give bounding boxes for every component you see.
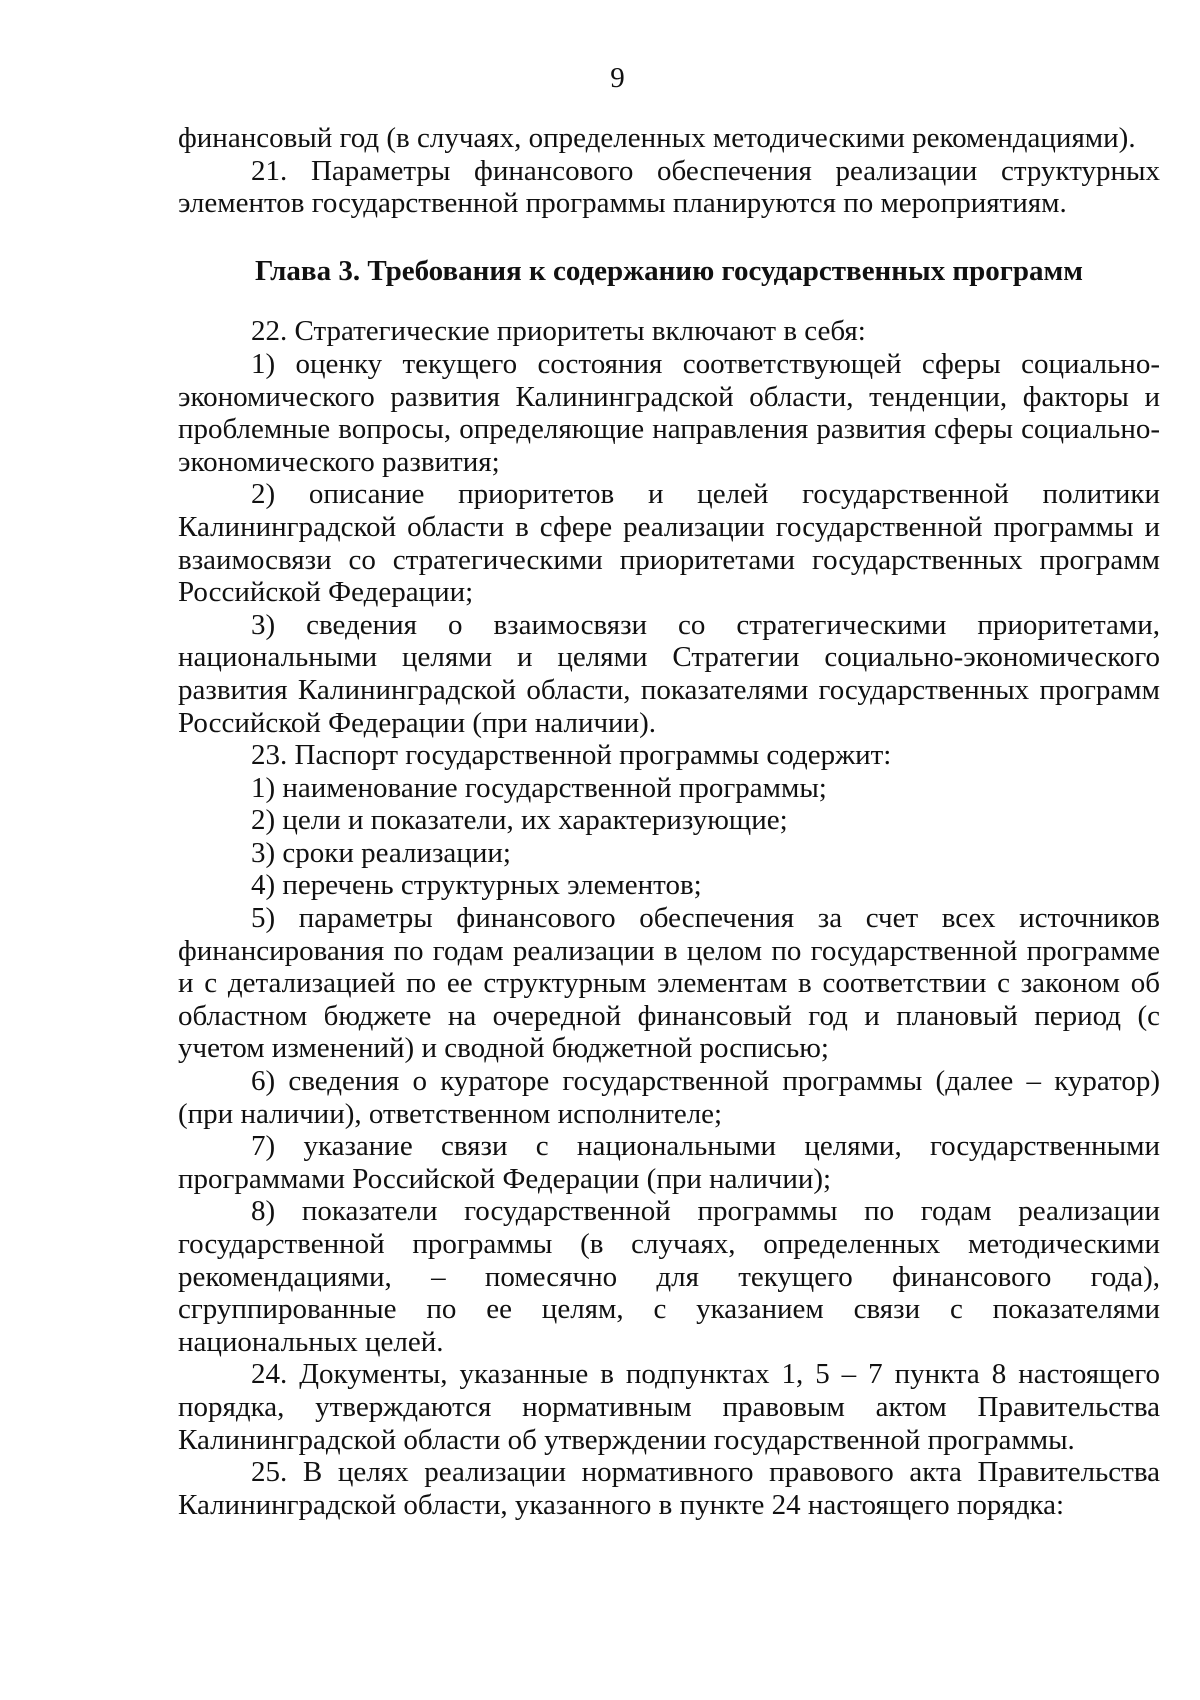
chapter-title: Глава 3. Требования к содержанию государственных программ [254,254,1084,287]
paragraph-23-item-5: 5) параметры финансового обеспечения за счет всех источников финансирования по годам реализации в целом по государственной программе и с детализацией по ее структурным элементам в соответствии с законом об областном бюджете на очередной финансовый год и плановый период (с учетом изменений) и сводной бюджетной росписью; [178,902,1160,1065]
paragraph-23-item-1: 1) наименование государственной программы; [251,771,827,804]
paragraph-23-item-2: 2) цели и показатели, их характеризующие; [251,804,788,837]
paragraph-24: 24. Документы, указанные в подпунктах 1, 5 – 7 пункта 8 настоящего порядка, утверждаются нормативным правовым актом Правительства Калининградской области об утверждении государственной программы. [178,1358,1160,1456]
paragraph-22-item-1: 1) оценку текущего состояния соответствующей сферы социально-экономического развития Калининградской области, тенденции, факторы и проблемные вопросы, определяющие направления развития сферы социально-экономического развития; [178,347,1160,478]
paragraph-23: 23. Паспорт государственной программы содержит: [251,739,892,772]
paragraph-22-item-2: 2) описание приоритетов и целей государственной политики Калининградской области в сфере реализации государственной программы и взаимосвязи со стратегическими приоритетами государственных программ Российской Федерации; [178,478,1160,609]
paragraph-23-item-3: 3) сроки реализации; [251,836,511,869]
document-body [178,122,1160,1521]
page-number: 9 [610,62,625,94]
paragraph-20-tail: финансовый год (в случаях, определенных методическими рекомендациями). [178,122,1136,154]
paragraph-23-item-6: 6) сведения о кураторе государственной программы (далее – куратор) (при наличии), ответственном исполнителе; [178,1065,1160,1130]
paragraph-22-item-3: 3) сведения о взаимосвязи со стратегическими приоритетами, национальными целями и целями Стратегии социально-экономического развития Калининградской области, показателями государственных программ Российской Федерации (при наличии). [178,608,1160,739]
paragraph-21: 21. Параметры финансового обеспечения реализации структурных элементов государственной программы планируются по мероприятиям. [178,154,1160,220]
paragraph-23-item-4: 4) перечень структурных элементов; [251,869,702,902]
paragraph-23-item-7: 7) указание связи с национальными целями, государственными программами Российской Федерации (при наличии); [178,1130,1160,1195]
paragraph-25: 25. В целях реализации нормативного правового акта Правительства Калининградской области, указанного в пункте 24 настоящего порядка: [178,1456,1160,1521]
paragraph-22: 22. Стратегические приоритеты включают в себя: [251,315,866,348]
paragraph-23-item-8: 8) показатели государственной программы по годам реализации государственной программы (в случаях, определенных методическими рекомендациями, – помесячно для текущего финансового года), сгруппированные по ее целям, с указанием связи с показателями национальных целей. [178,1195,1160,1358]
